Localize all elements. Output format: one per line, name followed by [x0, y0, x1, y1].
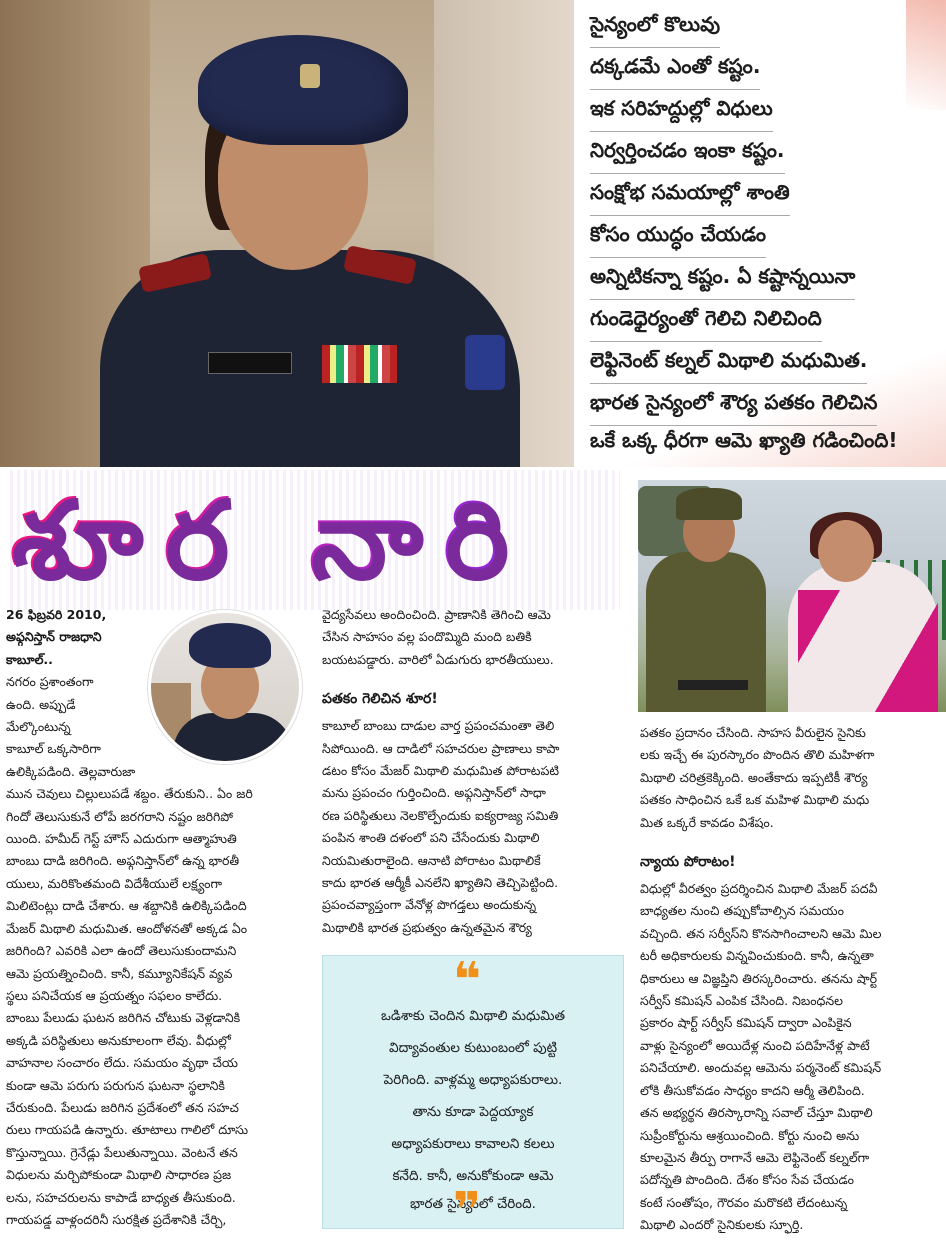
text-line: పతకం ప్రదానం చేసింది. సాహస వీరులైన సైనికు	[640, 725, 866, 740]
page-title	[10, 470, 620, 610]
close-quote-icon: ❞	[453, 1182, 482, 1238]
intro-line: గుండెధైర్యంతో గెలిచి నిలిచింది	[590, 306, 822, 342]
intro-line: నిర్వర్తించడం ఇంకా కష్టం.	[590, 138, 785, 174]
intro-line: ఇక సరిహద్దుల్లో విధులు	[590, 96, 773, 132]
quote-line: పెరిగింది. వాళ్లమ్మ అధ్యాపకురాలు.	[383, 1072, 563, 1088]
text-line: మను ప్రపంచం గుర్తించింది. అఫ్గనిస్తాన్‌లో సాధా	[322, 785, 546, 801]
text-line: మున చెవులు చిల్లులుపడే శబ్దం. తేరుకుని.. ఏం జరి	[6, 786, 253, 802]
mother-head	[818, 520, 874, 582]
text-line: పతకం సాధించిన ఒకే ఒక మహిళ మిథాలి మధు	[640, 792, 870, 808]
text-line: జరిగింది? ఎవరికి ఎలా ఉందో తెలుసుకుందామని	[6, 943, 237, 959]
saree	[798, 590, 938, 712]
text-line: కంటే సంతోషం, గౌరవం మరొకటి లేదంటున్న	[640, 1194, 848, 1210]
text-line: స్థలు పనిచేయక ఆ ప్రయత్నం సఫలం కాలేదు.	[6, 987, 223, 1003]
quote-line: భారత సైన్యంలో చేరింది.	[410, 1196, 536, 1212]
text-line: వాళ్లు సైన్యంలో అయిదేళ్ల నుంచి పదిహేనేళ్ల పాటే	[640, 1037, 870, 1053]
text-line: ప్రకారం షార్ట్ సర్వీస్ కమిషన్ ద్వారా ఎంపికైన	[640, 1015, 852, 1031]
text-line: లకు ఇచ్చే ఈ పురస్కారం పొందిన తొలి మహిళగా	[640, 747, 875, 763]
hero-photo	[0, 0, 574, 467]
text-line: బాంబు దాడి జరిగింది. అఫ్గనిస్తాన్‌లో ఉన్న భారతీ	[6, 853, 240, 869]
medal-ribbons	[322, 345, 397, 383]
text-line: లోకి తీసుకోవడం సాధ్యం కాదని ఆర్మీ తెలిపింది.	[640, 1082, 865, 1098]
text-line: విధులను మర్చిపోకుండా మిథాలి సాధారణ ప్రజ	[6, 1167, 232, 1183]
quote-line: విద్యావంతుల కుటుంబంలో పుట్టి	[388, 1040, 557, 1056]
text-line: డటం కోసం మేజర్ మిథాలి మధుమిత పోరాటపటి	[322, 763, 559, 779]
text-line: మిథాలి చరిత్రకెక్కింది. అంతేకాదు ఇప్పటికీ శౌర్య	[640, 769, 868, 785]
section-heading: న్యాయ పోరాటం!	[640, 854, 736, 871]
quote-line: అధ్యాపకురాలు కావాలని కలలు	[391, 1136, 555, 1152]
intro-line: ఒకే ఒక్క ధీరగా ఆమె ఖ్యాతి గడించింది!	[590, 428, 898, 452]
text-line: వైద్యసేవలు అందించింది. ప్రాణానికి తెగించి ఆమె	[322, 607, 551, 622]
decorative-stripe	[906, 0, 946, 110]
text-line: మిత ఒక్కరే కావడం విశేషం.	[640, 814, 774, 830]
quote-line: కనేది. కానీ, అనుకోకుండా ఆమె	[392, 1168, 554, 1184]
text-line: కూలమైన తీర్పు రాగానే ఆమె లెఫ్టినెంట్ కల్నల్‌గా	[640, 1149, 870, 1165]
officer-cap	[676, 488, 742, 520]
dateline: 26 ఫిబ్రవరి 2010,	[6, 607, 107, 622]
text-line: సర్వీస్ కమిషన్ ఎంపిక చేసింది. నిబంధనల	[640, 993, 844, 1009]
intro-block	[590, 0, 946, 467]
intro-line: లెఫ్టినెంట్ కల్నల్ మిథాలి మధుమిత.	[590, 348, 867, 384]
nameplate	[208, 352, 292, 374]
text-line: నగరం ప్రశాంతంగా	[6, 674, 94, 690]
section-heading: పతకం గెలిచిన శూర!	[322, 691, 438, 708]
intro-line: సైన్యంలో కొలువు	[590, 12, 720, 48]
intro-line: దక్కడమే ఎంతో కష్టం.	[590, 54, 760, 90]
text-line: యింది. హమీద్ గెస్ట్ హౌస్ ఎదురుగా ఆత్మాహుతి	[6, 831, 237, 847]
text-line: కొస్తున్నాయి. గ్రెనేడ్లు పేలుతున్నాయి. వెంటనే తన	[6, 1144, 238, 1160]
text-line: లను, సహచరులను కాపాడే బాధ్యత తీసుకుంది.	[6, 1189, 236, 1205]
quote-line: ఒడిశాకు చెందిన మిథాలి మధుమిత	[380, 1008, 566, 1024]
title-text: శూర నారి	[10, 477, 530, 602]
column-2	[322, 604, 622, 939]
intro-line: భారత సైన్యంలో శౌర్య పతకం గెలిచిన	[590, 390, 877, 426]
text-line: తన అభ్యర్థన తిరస్కారాన్ని సవాల్ చేస్తూ మిథాలి	[640, 1105, 873, 1121]
text-line: మిలిటెంట్లు దాడి చేశారు. ఆ శబ్దానికి ఉలిక్కిపడింది	[6, 898, 247, 914]
text-line: సిపోయింది. ఆ దాడిలో సహచరుల ప్రాణాలు కాపా	[322, 740, 560, 756]
text-line: మేల్కొంటున్న	[6, 719, 71, 735]
text-line: పనిచేయాలి. అందువల్ల ఆమెను పర్మనెంట్ కమిషన్	[640, 1060, 882, 1076]
text-line: వచ్చింది. తన సర్వీస్‌ని కొనసాగించాలని ఆమె మిల	[640, 925, 882, 941]
intro-line: సంక్షోభ సమయాల్లో శాంతి	[590, 180, 790, 216]
text-line: వాహనాల సంచారం లేదు. సమయం వృథా చేయ	[6, 1055, 238, 1071]
shoulder-patch-icon	[465, 335, 505, 390]
text-line: ఉంది. అప్పుడే	[6, 696, 76, 712]
text-line: కాబూల్ బాంబు దాడుల వార్త ప్రపంచమంతా తెలి	[322, 718, 555, 734]
text-line: మేజర్ మిథాలి మధుమిత. ఆందోళనతో అక్కడ ఏం	[6, 920, 248, 936]
text-line: రణ పరిస్థితులు నెలకొల్పేందుకు ఐక్యరాజ్య సమితి	[322, 807, 559, 823]
text-line: విధుల్లో వీరత్వం ప్రదర్శించిన మిథాలి మేజర్ పదవీ	[640, 881, 878, 897]
text-line: రులు గాయపడి ఉన్నారు. తూటాలు గాలిలో దూసు	[6, 1122, 249, 1138]
text-line: బయటపడ్డారు. వారిలో ఏడుగురు భారతీయులు.	[322, 651, 554, 667]
column-1	[6, 604, 306, 1231]
dateline: అఫ్గనిస్తాన్ రాజధాని	[6, 629, 102, 645]
pull-quote	[322, 952, 624, 1238]
text-line: ఉలిక్కిపడింది. తెల్లవారుజా	[6, 763, 136, 779]
column-3	[640, 722, 940, 1237]
text-line: బాంబు పేలుడు ఘటన జరిగిన చోటుకు వెళ్లడానికి	[6, 1010, 241, 1026]
text-line: కాదు భారత ఆర్మీకీ ఎనలేని ఖ్యాతిని తెచ్చిపెట్టింది.	[322, 875, 559, 891]
text-line: ధికారులు ఆ విజ్ఞప్తిని తిరస్కరించారు. తనను షార్ట్	[640, 970, 878, 986]
intro-line: కోసం యుద్ధం చేయడం	[590, 222, 766, 258]
text-line: గాయపడ్డ వాళ్లందరినీ సురక్షిత ప్రదేశానికి చేర్చి,	[6, 1211, 227, 1227]
intro-line: అన్నిటికన్నా కష్టం. ఏ కష్టాన్నయినా	[590, 264, 855, 300]
text-line: మిథాలికి భారత ప్రభుత్వం ఉన్నతమైన శౌర్య	[322, 919, 532, 935]
quote-line: తాను కూడా పెద్దయ్యాక	[412, 1104, 534, 1120]
text-line: నియమితురాలైంది. ఆనాటి పోరాటం మిథాలికే	[322, 852, 541, 868]
beret-badge-icon	[300, 64, 320, 88]
text-line: చేరుకుంది. పేలుడు జరిగిన ప్రదేశంలో తన సహచ	[6, 1099, 239, 1115]
text-line: అక్కడి పరిస్థితులు అనుకూలంగా లేవు. వీధుల్లో	[6, 1032, 231, 1048]
text-line: కాబూల్ ఒక్కసారిగా	[6, 741, 101, 757]
open-quote-icon: ❝	[453, 952, 482, 1008]
officer-belt	[678, 680, 748, 690]
text-line: యులు, మరికొంతమంది విదేశీయులే లక్ష్యంగా	[6, 875, 223, 891]
text-line: టరీ అధికారులకు విన్నవించుకుంది. కానీ, ఉన్నతా	[640, 948, 874, 964]
text-line: సుప్రీంకోర్టును ఆశ్రయించింది. కోర్టు నుంచి అను	[640, 1127, 860, 1143]
text-line: బాధ్యతల నుంచి తప్పుకోవాల్సిన సమయం	[640, 903, 844, 919]
text-line: పదోన్నతి పొందింది. దేశం కోసం సేవ చేయడం	[640, 1172, 854, 1188]
text-line: ఆమె ప్రయత్నించింది. కానీ, కమ్యూనికేషన్ వ్యవ	[6, 965, 233, 981]
side-photo	[638, 480, 946, 712]
text-line: చేసిన సాహసం వల్ల పందొమ్మిది మంది బతికి	[322, 629, 532, 645]
dateline: కాబూల్..	[6, 651, 53, 667]
text-line: మిథాలి ఎందరో సైనికులకు స్ఫూర్తి.	[640, 1217, 804, 1233]
beret	[198, 35, 408, 145]
text-line: గిందో తెలుసుకునే లోపే జరగరాని నష్టం జరిగిపో	[6, 808, 234, 824]
text-line: పంపిన శాంతి దళంలో పని చేసేందుకు మిథాలి	[322, 830, 540, 846]
text-line: కుండా ఆమె పరుగు పరుగున ఘటనా స్థలానికి	[6, 1077, 225, 1093]
text-line: ప్రపంచవ్యాప్తంగా వేనోళ్ల పొగడ్తలు అందుకున్న	[322, 897, 537, 913]
